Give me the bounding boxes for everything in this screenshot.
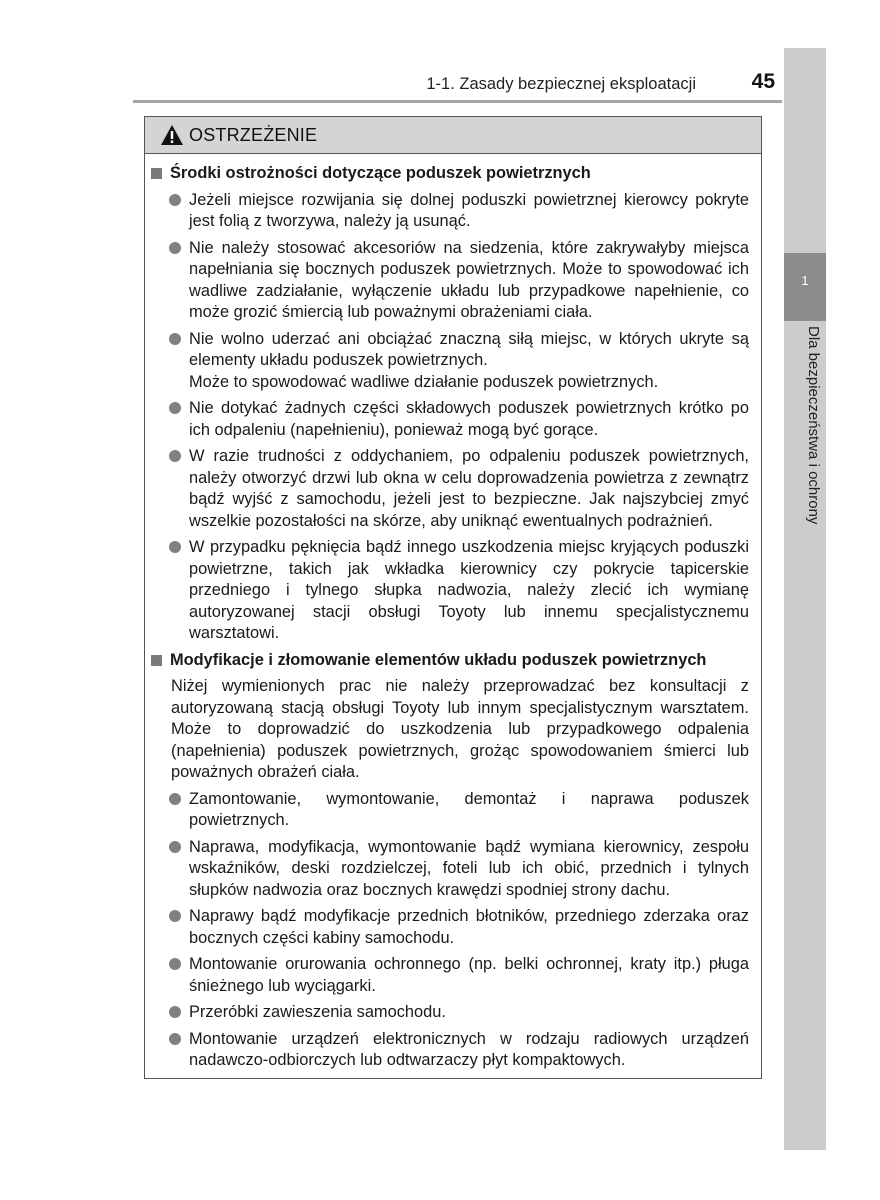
section-heading xyxy=(151,650,749,672)
warning-content xyxy=(151,163,749,1077)
list-item-text: Montowanie orurowania ochronnego (np. belki ochronnej, kraty itp.) pługa śnieżnego lub wyciągarki. xyxy=(189,955,749,995)
page-number: 45 xyxy=(751,70,775,93)
list-item xyxy=(169,789,749,832)
header-divider xyxy=(133,100,782,103)
list-item xyxy=(169,837,749,902)
list-item xyxy=(169,398,749,441)
section-intro: Niżej wymienionych prac nie należy przeprowadzać bez konsultacji z autoryzowaną stacją obsługi Toyoty lub innym specjalistycznym warsztatem. Może to doprowadzić do uszkodzenia lub przypadkowego odpalenia (napełnienia) poduszek powietrznych, grożąc spowodowaniem śmierci lub poważnych obrażeń ciała. xyxy=(171,677,749,781)
list-item-text-extra: Może to spowodować wadliwe działanie poduszek powietrznych. xyxy=(189,372,659,391)
bullet-dot-icon xyxy=(169,841,181,853)
bullet-dot-icon xyxy=(169,450,181,462)
square-bullet-icon xyxy=(151,655,162,666)
list-item-text: Montowanie urządzeń elektronicznych w rodzaju radiowych urządzeń nadawczo-odbiorczych lub odtwarzaczy płyt kompaktowych. xyxy=(189,1029,749,1069)
list-item xyxy=(169,537,749,645)
bullet-list xyxy=(151,190,749,645)
bullet-dot-icon xyxy=(169,541,181,553)
list-item xyxy=(169,238,749,324)
warning-title: OSTRZEŻENIE xyxy=(189,124,318,145)
list-item-text: W przypadku pęknięcia bądź innego uszkodzenia miejsc kryjących poduszki powietrzne, takich jak wkładka kierownicy czy pokrycie tapicerskie przedniego i tylnego słupka nadwozia, należy zlecić ich wymianę autoryzowanej stacji obsługi Toyoty lub innemu specjalistycznemu warsztatowi. xyxy=(189,538,749,642)
list-item-text: Naprawa, modyfikacja, wymontowanie bądź wymiana kierownicy, zespołu wskaźników, deski rozdzielczej, foteli lub ich obić, przednich i tylnych słupków nadwozia oraz bocznych krawędzi spodniej strony dachu. xyxy=(189,837,749,899)
list-item xyxy=(169,906,749,949)
bullet-dot-icon xyxy=(169,1033,181,1045)
list-item xyxy=(169,329,749,394)
section-heading xyxy=(151,163,749,185)
section-heading-text: Modyfikacje i złomowanie elementów układu poduszek powietrznych xyxy=(170,650,707,669)
side-thumb-bar xyxy=(784,48,826,1150)
list-item xyxy=(169,1002,749,1024)
list-item-text: Nie wolno uderzać ani obciążać znaczną siłą miejsc, w których ukryte są elementy układu poduszek powietrznych. xyxy=(189,329,749,369)
chapter-label: Dla bezpieczeństwa i ochrony xyxy=(805,326,822,525)
warning-triangle-icon xyxy=(160,124,184,146)
square-bullet-icon xyxy=(151,168,162,179)
list-item xyxy=(169,190,749,233)
warning-box xyxy=(144,116,762,1079)
list-item xyxy=(169,446,749,532)
bullet-dot-icon xyxy=(169,333,181,345)
list-item-text: Zamontowanie, wymontowanie, demontaż i naprawa poduszek powietrznych. xyxy=(189,789,749,829)
bullet-dot-icon xyxy=(169,194,181,206)
bullet-dot-icon xyxy=(169,402,181,414)
list-item-text: W razie trudności z oddychaniem, po odpaleniu poduszek powietrznych, należy otworzyć drzwi lub okna w celu doprowadzenia powietrza z zewnątrz bądź wyjść z samochodu, jeżeli jest to bezpieczne. Jak najszybciej zmyć wszelkie pozostałości na skórze, aby uniknąć ewentualnych podrażnień. xyxy=(189,447,749,530)
bullet-dot-icon xyxy=(169,793,181,805)
bullet-dot-icon xyxy=(169,1006,181,1018)
list-item-text: Nie dotykać żadnych części składowych poduszek powietrznych krótko po ich odpaleniu (napełnieniu), ponieważ mogą być gorące. xyxy=(189,399,749,439)
list-item-text: Naprawy bądź modyfikacje przednich błotników, przedniego zderzaka oraz bocznych części kabiny samochodu. xyxy=(189,907,749,947)
section-heading-text: Środki ostrożności dotyczące poduszek powietrznych xyxy=(170,164,591,182)
bullet-list xyxy=(151,789,749,1072)
chapter-tab xyxy=(784,253,826,321)
list-item-text: Przeróbki zawieszenia samochodu. xyxy=(189,1003,446,1021)
list-item-text: Jeżeli miejsce rozwijania się dolnej poduszki powietrznej kierowcy pokryte jest folią z tworzywa, należy ją usunąć. xyxy=(189,190,749,230)
list-item-text-group xyxy=(189,329,749,394)
list-item xyxy=(169,954,749,997)
chapter-number: 1 xyxy=(801,273,809,288)
list-item xyxy=(169,1029,749,1072)
list-item-text: Nie należy stosować akcesoriów na siedzenia, które zakrywałyby miejsca napełniania się bocznych poduszek powietrznych. Może to spowodować ich wadliwe zadziałanie, wyłączenie układu lub przypadkowe napełnienie, co może grozić śmiercią lub poważnymi obrażeniami ciała. xyxy=(189,238,749,321)
bullet-dot-icon xyxy=(169,958,181,970)
bullet-dot-icon xyxy=(169,242,181,254)
section-title: 1-1. Zasady bezpiecznej eksploatacji xyxy=(426,75,696,93)
bullet-dot-icon xyxy=(169,910,181,922)
warning-header xyxy=(145,117,761,154)
